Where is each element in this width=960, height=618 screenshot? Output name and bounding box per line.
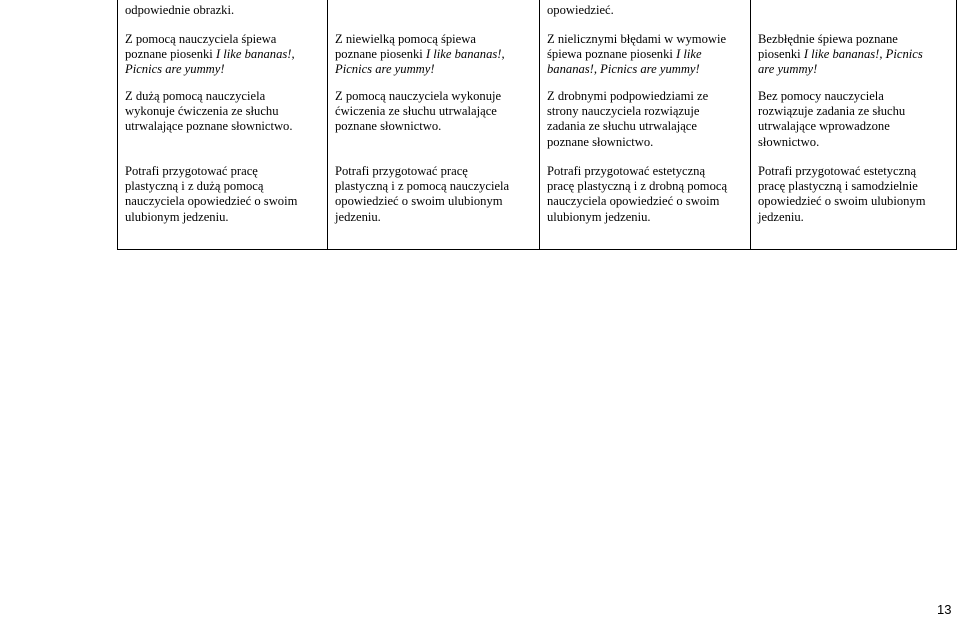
cell-text-line xyxy=(758,32,950,47)
cell-text: piosenki xyxy=(758,47,804,62)
cell-text: poznane słownictwo. xyxy=(335,119,442,134)
table-cell xyxy=(751,0,957,28)
table-cell xyxy=(540,28,751,85)
table-cell xyxy=(328,0,540,28)
cell-text: Z niewielką pomocą śpiewa xyxy=(335,32,476,46)
cell-text: nauczyciela opowiedzieć o swoim xyxy=(125,194,298,209)
song-title-text: are yummy! xyxy=(758,62,818,77)
cell-text-line xyxy=(125,89,321,104)
cell-text-line xyxy=(547,179,744,194)
cell-text-line xyxy=(335,62,533,77)
table-cell xyxy=(751,85,957,160)
cell-text-line xyxy=(758,104,950,119)
cell-text-line xyxy=(125,32,321,47)
cell-text: nauczyciela opowiedzieć o swoim xyxy=(547,194,720,209)
table-cell xyxy=(328,85,540,160)
cell-text: Z dużą pomocą nauczyciela xyxy=(125,89,266,103)
song-title-text: I like bananas!, xyxy=(215,47,295,62)
cell-text: słownictwo. xyxy=(758,134,820,149)
cell-text-line xyxy=(547,62,744,77)
cell-text-line xyxy=(758,164,950,179)
cell-text-line xyxy=(547,194,744,209)
cell-text-line xyxy=(758,47,950,62)
cell-text-line xyxy=(758,179,950,194)
table-cell xyxy=(328,160,540,250)
cell-text-line xyxy=(547,104,744,119)
cell-text: Potrafi przygotować estetyczną xyxy=(547,164,706,178)
cell-text: utrwalające poznane słownictwo. xyxy=(125,119,293,134)
table-cell xyxy=(540,85,751,160)
song-title-text: Picnics are yummy! xyxy=(335,62,435,77)
cell-text-line xyxy=(335,47,533,62)
cell-text: ulubionym jedzeniu. xyxy=(125,209,229,224)
cell-text-line xyxy=(335,210,533,225)
cell-text-line xyxy=(335,104,533,119)
cell-text-line xyxy=(335,164,533,179)
cell-text: poznane słownictwo. xyxy=(547,134,654,149)
cell-text: plastyczną i z dużą pomocą xyxy=(125,179,264,194)
cell-text: Potrafi przygotować pracę xyxy=(125,164,258,178)
cell-text-line xyxy=(125,179,321,194)
cell-text-line xyxy=(335,119,533,134)
cell-text-line: odpowiednie obrazki. xyxy=(125,3,235,17)
cell-text-line xyxy=(758,210,950,225)
song-title-text: Picnics are yummy! xyxy=(125,62,225,77)
cell-text: Bez pomocy nauczyciela xyxy=(758,89,884,103)
table-cell xyxy=(328,28,540,85)
cell-text-line xyxy=(547,135,744,150)
cell-text: Z pomocą nauczyciela wykonuje xyxy=(335,89,502,103)
cell-text: zadania ze słuchu utrwalające xyxy=(547,119,697,134)
cell-text-line xyxy=(125,47,321,62)
cell-text-line xyxy=(125,119,321,134)
cell-text: strony nauczyciela rozwiązuje xyxy=(547,104,700,119)
table-cell xyxy=(751,160,957,250)
page-number: 13 xyxy=(937,602,952,617)
assessment-table xyxy=(117,0,957,250)
cell-text-line xyxy=(758,194,950,209)
song-title-text: bananas!, Picnics are yummy! xyxy=(547,62,700,77)
cell-text: poznane piosenki xyxy=(335,47,426,62)
cell-text-line xyxy=(125,194,321,209)
cell-text-line xyxy=(335,179,533,194)
cell-text: Z drobnymi podpowiedziami ze xyxy=(547,89,709,103)
table-cell xyxy=(117,28,328,85)
cell-text: Bezbłędnie śpiewa poznane xyxy=(758,32,898,46)
cell-text: ćwiczenia ze słuchu utrwalające xyxy=(335,104,497,119)
cell-text: śpiewa poznane piosenki xyxy=(547,47,677,62)
cell-text-line xyxy=(335,194,533,209)
cell-text-line xyxy=(758,89,950,104)
cell-text-line xyxy=(547,32,744,47)
cell-text: Z pomocą nauczyciela śpiewa xyxy=(125,32,277,46)
cell-text: Potrafi przygotować pracę xyxy=(335,164,468,178)
table-cell xyxy=(117,160,328,250)
song-title-text: I like xyxy=(676,47,702,62)
cell-text-line xyxy=(758,135,950,150)
cell-text-line xyxy=(125,210,321,225)
cell-text: ulubionym jedzeniu. xyxy=(547,209,651,224)
cell-text: pracę plastyczną i samodzielnie xyxy=(758,179,918,194)
table-cell xyxy=(540,0,751,28)
cell-text-line: opowiedzieć. xyxy=(547,3,614,17)
cell-text-line xyxy=(547,119,744,134)
table-cell xyxy=(117,85,328,160)
cell-text: jedzeniu. xyxy=(335,209,381,224)
cell-text: opowiedzieć o swoim ulubionym xyxy=(758,194,926,209)
table-cell xyxy=(117,0,328,28)
cell-text: plastyczną i z pomocą nauczyciela xyxy=(335,179,510,194)
song-title-text: I like bananas!, Picnics xyxy=(803,47,923,62)
cell-text: poznane piosenki xyxy=(125,47,216,62)
cell-text-line xyxy=(758,119,950,134)
cell-text: pracę plastyczną i z drobną pomocą xyxy=(547,179,728,194)
cell-text-line xyxy=(547,210,744,225)
cell-text: rozwiązuje zadania ze słuchu xyxy=(758,104,906,119)
cell-text-line xyxy=(547,164,744,179)
cell-text: opowiedzieć o swoim ulubionym xyxy=(335,194,503,209)
cell-text-line xyxy=(125,62,321,77)
cell-text-line xyxy=(125,164,321,179)
cell-text: jedzeniu. xyxy=(758,209,804,224)
cell-text-line xyxy=(335,32,533,47)
table-cell xyxy=(751,28,957,85)
cell-text-line xyxy=(758,62,950,77)
table-cell xyxy=(540,160,751,250)
cell-text: Potrafi przygotować estetyczną xyxy=(758,164,917,178)
cell-text: wykonuje ćwiczenia ze słuchu xyxy=(125,104,279,119)
cell-text: Z nielicznymi błędami w wymowie xyxy=(547,32,727,46)
cell-text: utrwalające wprowadzone xyxy=(758,119,890,134)
cell-text-line xyxy=(547,89,744,104)
cell-text-line xyxy=(547,47,744,62)
cell-text-line xyxy=(125,104,321,119)
cell-text-line xyxy=(335,89,533,104)
song-title-text: I like bananas!, xyxy=(425,47,505,62)
